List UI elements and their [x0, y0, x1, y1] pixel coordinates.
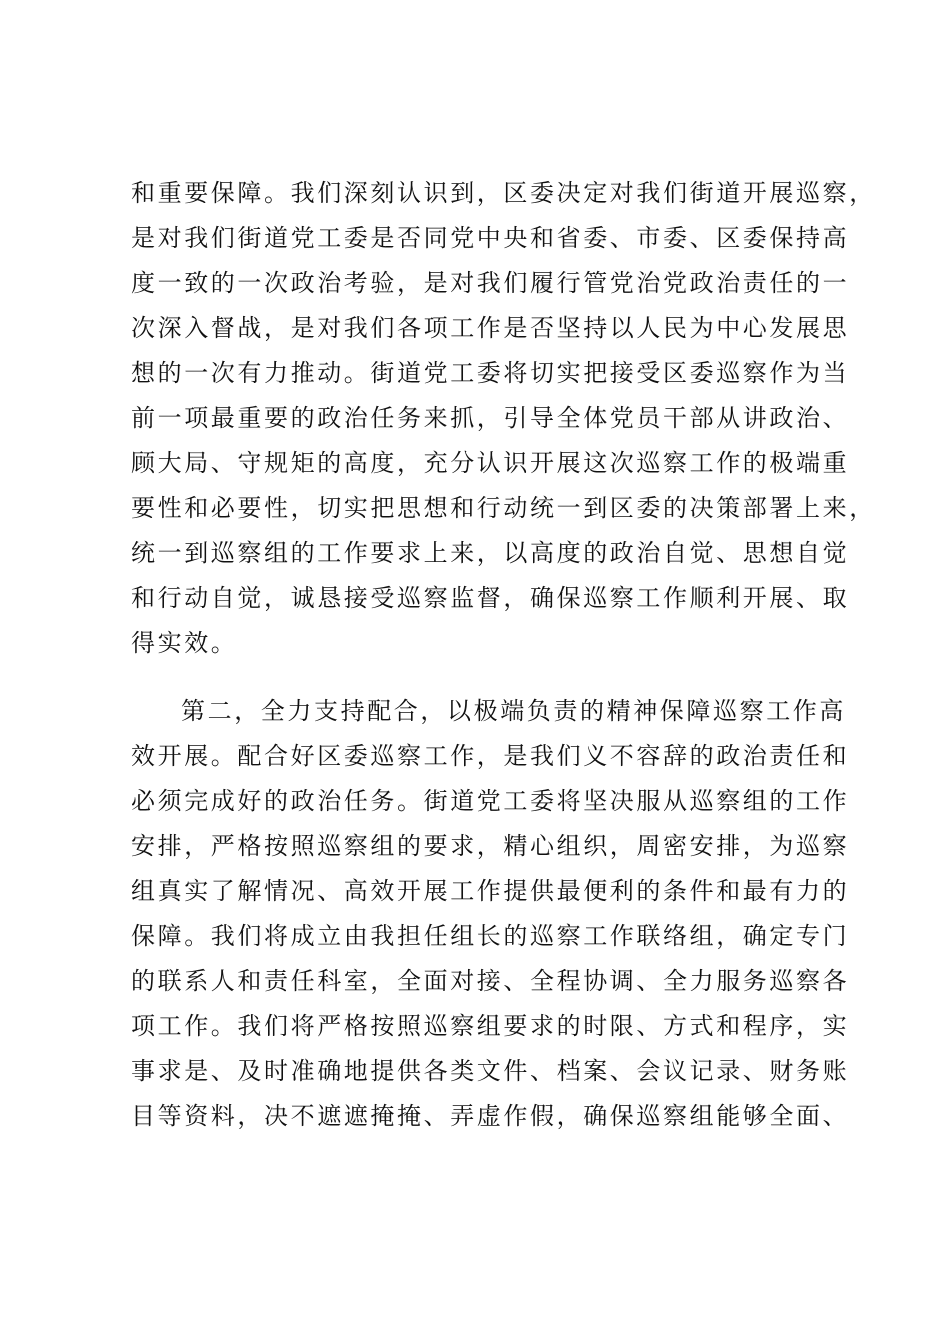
paragraph-1 [131, 171, 876, 666]
text-line: 安排，严格按照巡察组的要求，精心组织，周密安排，为巡察 [131, 832, 850, 860]
paragraph-2 [131, 689, 850, 1139]
text-line: 顾大局、守规矩的高度，充分认识开展这次巡察工作的极端重 [131, 449, 850, 477]
text-line: 必须完成好的政治任务。街道党工委将坚决服从巡察组的工作 [131, 787, 850, 815]
text-line: 的联系人和责任科室，全面对接、全程协调、全力服务巡察各 [131, 967, 850, 995]
text-line: 得实效。 [131, 629, 238, 657]
text-line: 度一致的一次政治考验，是对我们履行管党治党政治责任的一 [131, 269, 850, 297]
text-line: 保障。我们将成立由我担任组长的巡察工作联络组，确定专门 [131, 922, 850, 950]
text-line: 组真实了解情况、高效开展工作提供最便利的条件和最有力的 [131, 877, 850, 905]
text-line: 是对我们街道党工委是否同党中央和省委、市委、区委保持高 [131, 224, 850, 252]
text-line: 想的一次有力推动。街道党工委将切实把接受区委巡察作为当 [131, 359, 850, 387]
text-line: 目等资料，决不遮遮掩掩、弄虚作假，确保巡察组能够全面、 [131, 1102, 850, 1130]
text-line: 和行动自觉，诚恳接受巡察监督，确保巡察工作顺利开展、取 [131, 584, 850, 612]
text-line: 事求是、及时准确地提供各类文件、档案、会议记录、财务账 [131, 1057, 850, 1085]
text-line: 统一到巡察组的工作要求上来，以高度的政治自觉、思想自觉 [131, 539, 850, 567]
text-line: 效开展。配合好区委巡察工作，是我们义不容辞的政治责任和 [131, 742, 850, 770]
text-line: 要性和必要性，切实把思想和行动统一到区委的决策部署上来， [131, 494, 876, 522]
text-line-indented: 第二，全力支持配合，以极端负责的精神保障巡察工作高 [181, 697, 846, 725]
text-line: 前一项最重要的政治任务来抓，引导全体党员干部从讲政治、 [131, 404, 850, 432]
text-line: 和重要保障。我们深刻认识到，区委决定对我们街道开展巡察， [131, 179, 876, 207]
text-line: 次深入督战，是对我们各项工作是否坚持以人民为中心发展思 [131, 314, 850, 342]
text-line: 项工作。我们将严格按照巡察组要求的时限、方式和程序，实 [131, 1012, 850, 1040]
